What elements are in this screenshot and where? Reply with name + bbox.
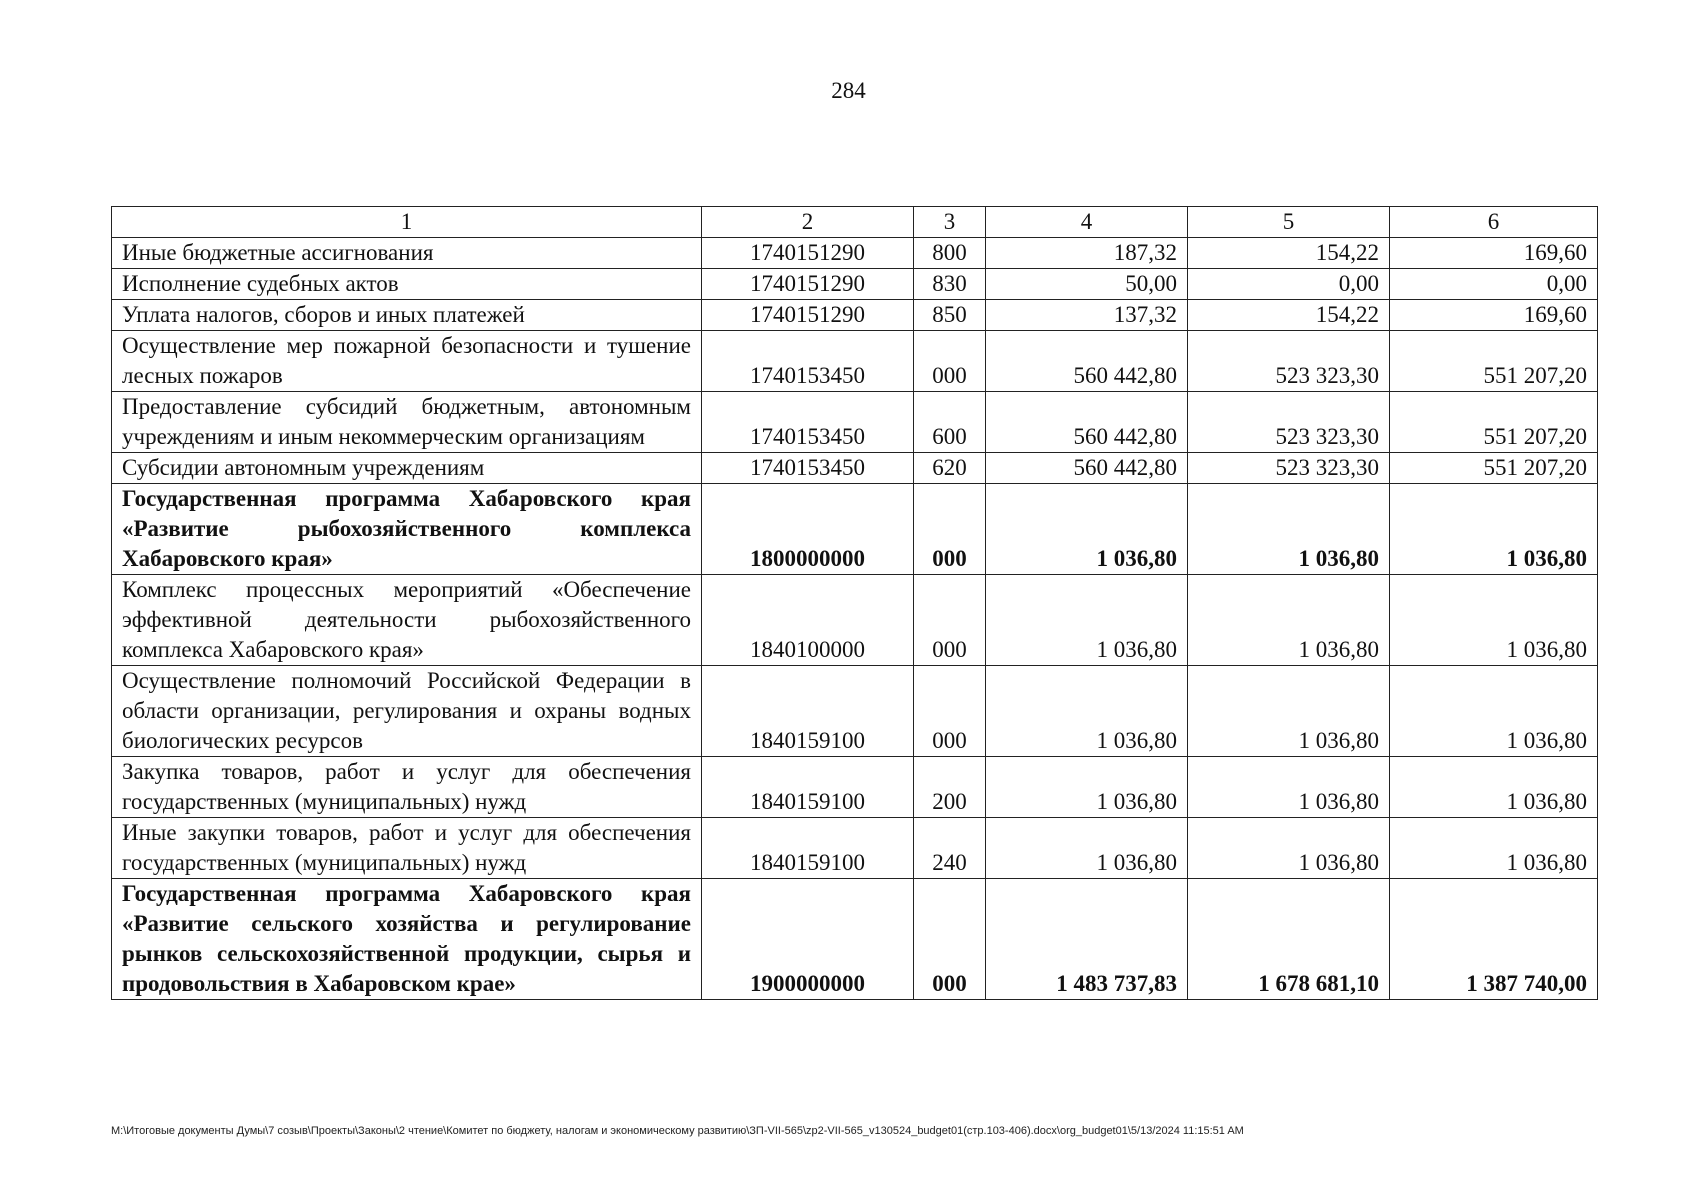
amount-year-1-cell: 560 442,80 <box>986 331 1188 392</box>
amount-year-3-cell: 1 036,80 <box>1390 818 1598 879</box>
column-number: 2 <box>702 207 914 238</box>
amount-year-2-cell: 523 323,30 <box>1188 331 1390 392</box>
target-article-code-cell: 1800000000 <box>702 484 914 575</box>
amount-year-1-cell: 1 036,80 <box>986 757 1188 818</box>
amount-year-1-cell: 137,32 <box>986 300 1188 331</box>
amount-year-3-cell: 1 036,80 <box>1390 575 1598 666</box>
amount-year-1-cell: 1 036,80 <box>986 484 1188 575</box>
amount-year-2-cell: 1 036,80 <box>1188 484 1390 575</box>
table-row <box>112 818 1598 879</box>
column-number: 6 <box>1390 207 1598 238</box>
row-name-cell: Осуществление мер пожарной безопасности и тушение лесных пожаров <box>112 331 702 392</box>
table-row <box>112 238 1598 269</box>
row-name-cell: Государственная программа Хабаровского края «Развитие рыбохозяйственного комплекса Хабаровского края» <box>112 484 702 575</box>
amount-year-1-cell: 560 442,80 <box>986 392 1188 453</box>
amount-year-2-cell: 0,00 <box>1188 269 1390 300</box>
expense-type-code-cell: 830 <box>914 269 986 300</box>
row-name-cell: Предоставление субсидий бюджетным, автономным учреждениям и иным некоммерческим организациям <box>112 392 702 453</box>
row-name-cell: Иные бюджетные ассигнования <box>112 238 702 269</box>
amount-year-1-cell: 1 036,80 <box>986 575 1188 666</box>
amount-year-3-cell: 1 036,80 <box>1390 757 1598 818</box>
amount-year-2-cell: 154,22 <box>1188 238 1390 269</box>
row-name-cell: Государственная программа Хабаровского края «Развитие сельского хозяйства и регулирование рынков сельскохозяйственной продукции, сырья и продовольствия в Хабаровском крае» <box>112 879 702 1000</box>
amount-year-2-cell: 1 036,80 <box>1188 818 1390 879</box>
table-row <box>112 757 1598 818</box>
expense-type-code-cell: 800 <box>914 238 986 269</box>
amount-year-3-cell: 551 207,20 <box>1390 331 1598 392</box>
amount-year-2-cell: 1 036,80 <box>1188 575 1390 666</box>
amount-year-2-cell: 1 036,80 <box>1188 757 1390 818</box>
row-name-cell: Субсидии автономным учреждениям <box>112 453 702 484</box>
expense-type-code-cell: 240 <box>914 818 986 879</box>
table-row <box>112 879 1598 1000</box>
expense-type-code-cell: 000 <box>914 879 986 1000</box>
amount-year-1-cell: 187,32 <box>986 238 1188 269</box>
amount-year-2-cell: 154,22 <box>1188 300 1390 331</box>
table-row <box>112 331 1598 392</box>
amount-year-2-cell: 523 323,30 <box>1188 392 1390 453</box>
target-article-code-cell: 1840159100 <box>702 757 914 818</box>
column-number: 4 <box>986 207 1188 238</box>
row-name-cell: Иные закупки товаров, работ и услуг для обеспечения государственных (муниципальных) нужд <box>112 818 702 879</box>
target-article-code-cell: 1740151290 <box>702 238 914 269</box>
page-number: 284 <box>831 78 866 103</box>
amount-year-1-cell: 560 442,80 <box>986 453 1188 484</box>
column-number-row <box>112 207 1598 238</box>
expense-type-code-cell: 200 <box>914 757 986 818</box>
column-number: 5 <box>1188 207 1390 238</box>
target-article-code-cell: 1900000000 <box>702 879 914 1000</box>
amount-year-3-cell: 1 036,80 <box>1390 484 1598 575</box>
target-article-code-cell: 1740153450 <box>702 392 914 453</box>
row-name-cell: Исполнение судебных актов <box>112 269 702 300</box>
document-path-footer: M:\Итоговые документы Думы\7 созыв\Проекты\Законы\2 чтение\Комитет по бюджету, налогам и экономическому развитию\ЗП-VII-565\zp2-VII-565_v130524_budget01(стр.103-406).docx\org_budget01\5/13/2024 11:15:51 AM <box>111 1125 1244 1137</box>
table-row <box>112 484 1598 575</box>
table-row <box>112 666 1598 757</box>
amount-year-3-cell: 1 387 740,00 <box>1390 879 1598 1000</box>
amount-year-2-cell: 1 678 681,10 <box>1188 879 1390 1000</box>
amount-year-3-cell: 169,60 <box>1390 300 1598 331</box>
row-name-cell: Комплекс процессных мероприятий «Обеспечение эффективной деятельности рыбохозяйственного комплекса Хабаровского края» <box>112 575 702 666</box>
amount-year-3-cell: 551 207,20 <box>1390 392 1598 453</box>
expense-type-code-cell: 000 <box>914 331 986 392</box>
target-article-code-cell: 1740153450 <box>702 331 914 392</box>
row-name-cell: Закупка товаров, работ и услуг для обеспечения государственных (муниципальных) нужд <box>112 757 702 818</box>
expense-type-code-cell: 620 <box>914 453 986 484</box>
amount-year-3-cell: 1 036,80 <box>1390 666 1598 757</box>
amount-year-3-cell: 0,00 <box>1390 269 1598 300</box>
amount-year-3-cell: 551 207,20 <box>1390 453 1598 484</box>
target-article-code-cell: 1840159100 <box>702 666 914 757</box>
target-article-code-cell: 1740153450 <box>702 453 914 484</box>
target-article-code-cell: 1740151290 <box>702 300 914 331</box>
target-article-code-cell: 1840159100 <box>702 818 914 879</box>
amount-year-2-cell: 523 323,30 <box>1188 453 1390 484</box>
expense-type-code-cell: 850 <box>914 300 986 331</box>
amount-year-1-cell: 1 036,80 <box>986 666 1188 757</box>
amount-year-3-cell: 169,60 <box>1390 238 1598 269</box>
table-row <box>112 300 1598 331</box>
expense-type-code-cell: 600 <box>914 392 986 453</box>
table-row <box>112 453 1598 484</box>
target-article-code-cell: 1740151290 <box>702 269 914 300</box>
amount-year-1-cell: 50,00 <box>986 269 1188 300</box>
amount-year-1-cell: 1 036,80 <box>986 818 1188 879</box>
amount-year-2-cell: 1 036,80 <box>1188 666 1390 757</box>
table-row <box>112 575 1598 666</box>
row-name-cell: Уплата налогов, сборов и иных платежей <box>112 300 702 331</box>
expense-type-code-cell: 000 <box>914 575 986 666</box>
table-row <box>112 392 1598 453</box>
row-name-cell: Осуществление полномочий Российской Федерации в области организации, регулирования и охраны водных биологических ресурсов <box>112 666 702 757</box>
column-number: 1 <box>112 207 702 238</box>
expense-type-code-cell: 000 <box>914 484 986 575</box>
expense-type-code-cell: 000 <box>914 666 986 757</box>
target-article-code-cell: 1840100000 <box>702 575 914 666</box>
amount-year-1-cell: 1 483 737,83 <box>986 879 1188 1000</box>
table-row <box>112 269 1598 300</box>
budget-table <box>111 206 1598 1000</box>
column-number: 3 <box>914 207 986 238</box>
